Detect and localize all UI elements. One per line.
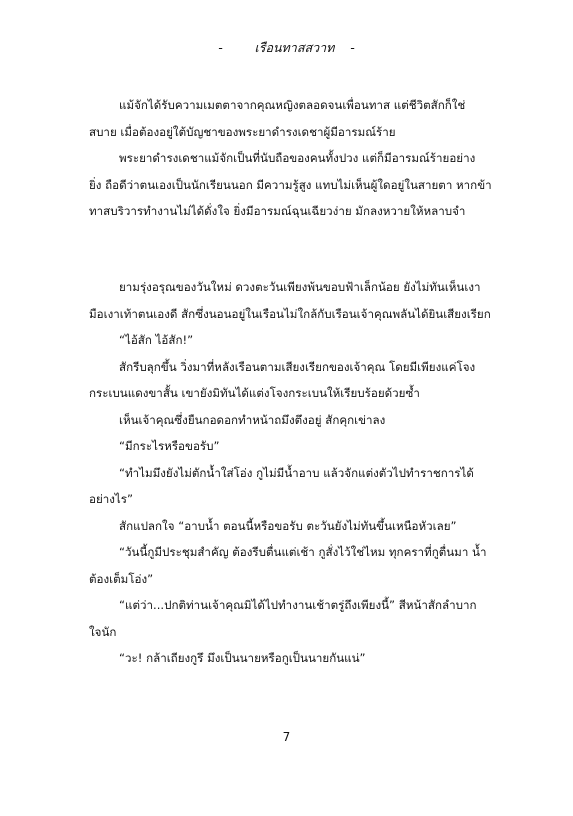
text-line: แม้จักได้รับความเมตตาจากคุณหญิงตลอดจนเพื่อนทาส แต่ชีวิตสักก็ใช่ <box>119 98 466 112</box>
text-line: สักแปลกใจ “อาบน้ำ ตอนนี้หรือขอรับ ตะวันยังไม่ทันขึ้นเหนือหัวเลย” <box>119 518 457 533</box>
book-title: เรือนทาสสวาท <box>254 40 335 55</box>
text-line: เห็นเจ้าคุณซึ่งยืนกอดอกทำหน้าถมึงตึงอยู่ สักคุกเข่าลง <box>119 412 386 427</box>
text-line: ใจนัก <box>89 624 117 639</box>
text-line: “วะ! กล้าเถียงกูรึ มึงเป็นนายหรือกูเป็นนายกันแน่” <box>119 651 366 665</box>
text-line: กระเบนแดงขาสั้น เขายังมิทันได้แต่งโจงกระเบนให้เรียบร้อยด้วยซ้ำ <box>89 386 420 400</box>
text-line: “แต่ว่า...ปกติท่านเจ้าคุณมิได้ไปทำงานเช้าตรู่ถึงเพียงนี้” สีหน้าสักลำบาก <box>119 598 477 612</box>
text-line: มือเงาเท้าตนเองดี สักซึ่งนอนอยู่ในเรือนไม่ใกล้กับเรือนเจ้าคุณพลันได้ยินเสียงเรียก <box>89 306 491 321</box>
text-line: สบาย เมื่อต้องอยู่ใต้บัญชาของพระยาดำรงเดชาผู้มีอารมณ์ร้าย <box>89 124 396 139</box>
text-line: สักรีบลุกขึ้น วิ่งมาที่หลังเรือนตามเสียงเรียกของเจ้าคุณ โดยมีเพียงแค่โจง <box>119 359 476 374</box>
text-line: ยิ่ง ถือดีว่าตนเองเป็นนักเรียนนอก มีความรู้สูง แทบไม่เห็นผู้ใดอยู่ในสายตา หากข้า <box>89 177 492 192</box>
text-line: “วันนี้กูมีประชุมสำคัญ ต้องรีบตื่นแต่เช้า กูสั่งไว้ใช่ไหม ทุกคราที่กูตื่นมา น้ำ <box>119 545 487 559</box>
paragraph-block-1 <box>89 92 515 225</box>
text-line: “ไอ้สัก ไอ้สัก!” <box>119 333 194 347</box>
page-number: 7 <box>282 730 291 744</box>
header-dash-right: - <box>350 40 355 55</box>
text-line: “ทำไมมึงยังไม่ตักน้ำใส่โอ่ง กูไม่มีน้ำอาบ แล้วจักแต่งตัวไปทำราชการได้ <box>119 465 474 480</box>
text-line: ทาสบริวารทำงานไม่ได้ดั่งใจ ยิ่งมีอารมณ์ฉุนเฉียวง่าย มักลงหวายให้หลาบจำ <box>89 204 466 218</box>
text-line: อย่างไร” <box>89 492 133 506</box>
text-line: พระยาดำรงเดชาแม้จักเป็นที่นับถือของคนทั้งปวง แต่ก็มีอารมณ์ร้ายอย่าง <box>119 151 476 165</box>
running-header <box>0 38 573 58</box>
header-dash-left: - <box>218 40 223 55</box>
text-line: ยามรุ่งอรุณของวันใหม่ ดวงตะวันเพียงพ้นขอบฟ้าเล็กน้อย ยังไม่ทันเห็นเงา <box>119 280 481 294</box>
text-line: “มีกระไรหรือขอรับ” <box>119 439 220 453</box>
paragraph-block-2 <box>89 274 515 672</box>
text-line: ต้องเต็มโอ่ง” <box>89 571 154 586</box>
